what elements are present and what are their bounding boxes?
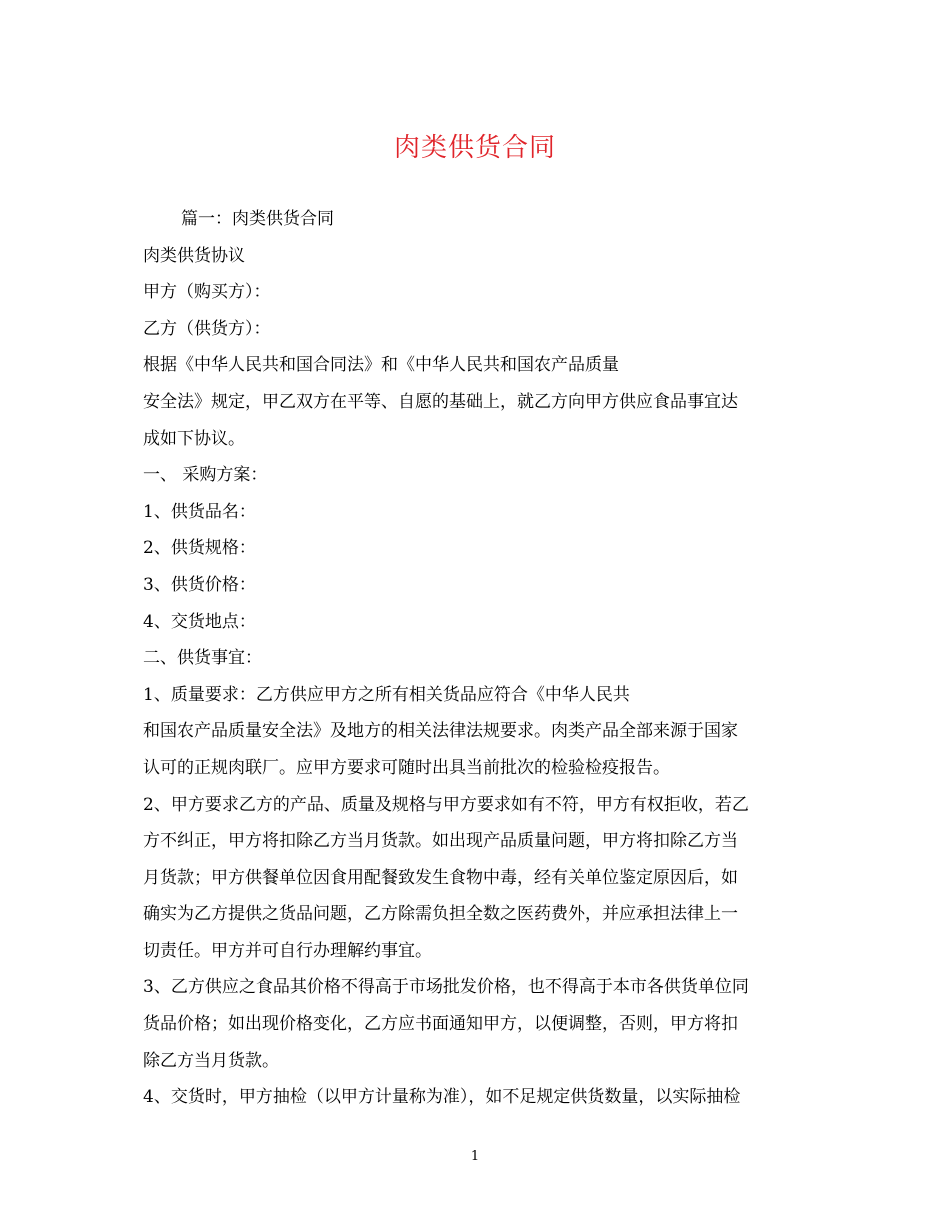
document-title: 肉类供货合同 [393,133,556,163]
document-body [143,201,808,1116]
body-line: 根据《中华人民共和国合同法》和《中华人民共和国农产品质量 [143,355,619,376]
body-line: 确实为乙方提供之货品问题，乙方除需负担全数之医药费外，并应承担法律上一 [143,904,738,925]
body-line: 认可的正规肉联厂。应甲方要求可随时出具当前批次的检验检疫报告。 [143,757,670,778]
body-line: 和国农产品质量安全法》及地方的相关法律法规要求。肉类产品全部来源于国家 [143,721,738,742]
body-line: 除乙方当月货款。 [143,1050,279,1071]
clause-heading: 二、供货事宜： [143,648,262,669]
body-line: 方不纠正，甲方将扣除乙方当月货款。如出现产品质量问题，甲方将扣除乙方当 [143,831,738,852]
section-heading: 篇一：肉类供货合同 [181,209,334,229]
party-a-line: 甲方（购买方）： [143,282,271,303]
body-line: 成如下协议。 [143,428,245,449]
body-line: 2、甲方要求乙方的产品、质量及规格与甲方要求如有不符，甲方有权拒收，若乙 [143,794,749,815]
agreement-heading: 肉类供货协议 [143,245,245,266]
clause-item: 4、交货地点： [143,611,256,632]
body-line: 4、交货时，甲方抽检（以甲方计量称为准），如不足规定供货数量，以实际抽检 [143,1087,741,1108]
party-b-line: 乙方（供货方）： [143,318,271,339]
body-line: 月货款；甲方供餐单位因食用配餐致发生食物中毒，经有关单位鉴定原因后，如 [143,867,738,888]
clause-item: 2、供货规格： [143,538,256,559]
body-line: 3、乙方供应之食品其价格不得高于市场批发价格，也不得高于本市各供货单位同 [143,977,749,998]
clause-heading: 一、 采购方案： [143,465,268,486]
body-line: 安全法》规定，甲乙双方在平等、自愿的基础上，就乙方向甲方供应食品事宜达 [143,391,738,412]
clause-item: 1、供货品名： [143,501,256,522]
body-line: 货品价格；如出现价格变化，乙方应书面通知甲方，以便调整，否则，甲方将扣 [143,1014,738,1035]
clause-item: 3、供货价格： [143,574,256,595]
body-line: 切责任。甲方并可自行办理解约事宜。 [143,940,432,961]
page-number: 1 [470,1149,480,1164]
body-line: 1、质量要求：乙方供应甲方之所有相关货品应符合《中华人民共 [143,684,630,705]
